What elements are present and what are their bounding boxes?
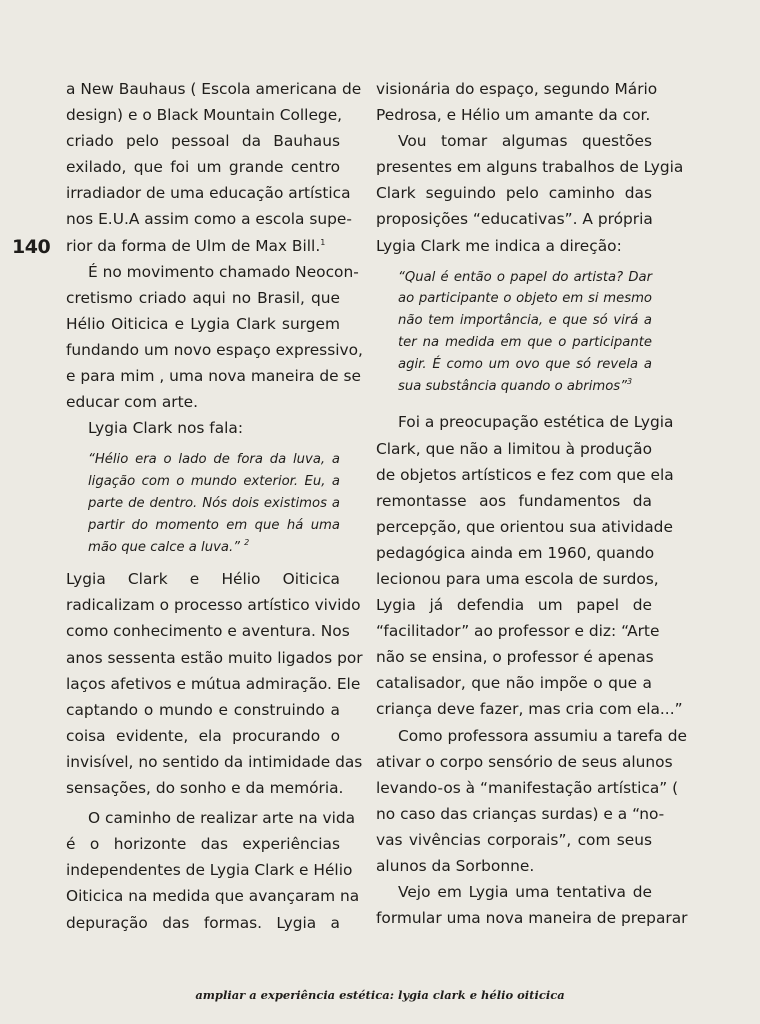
text-line: depuração das formas. Lygia a <box>66 913 340 932</box>
quote-line: partir do momento em que há uma <box>88 517 340 533</box>
footnote-ref: 1 <box>320 237 326 247</box>
text-line: independentes de Lygia Clark e Hélio <box>66 861 353 880</box>
text-line: sensações, do sonho e da memória. <box>66 779 344 798</box>
paragraph <box>376 723 687 880</box>
quote-line: agir. É como um ovo que só revela a <box>398 356 652 372</box>
paragraph <box>66 566 363 801</box>
footnote-ref: 3 <box>627 376 633 386</box>
text-line: percepção, que orientou sua atividade <box>376 517 673 536</box>
paragraph <box>66 76 362 259</box>
quote-line: não tem importância, e que só virá a <box>398 313 652 329</box>
text-line: a New Bauhaus ( Escola americana de <box>66 80 362 98</box>
text-line: rior da forma de Ulm de Max Bill.$^1$ <box>66 236 326 255</box>
text-line: Foi a preocupação estética de Lygia <box>398 413 674 432</box>
text-line: educar com arte. <box>66 393 199 412</box>
paragraph <box>66 805 360 935</box>
paragraph <box>376 128 684 258</box>
text-line: Pedrosa, e Hélio um amante da cor. <box>376 106 651 125</box>
text-line: no caso das crianças surdas) e a “no- <box>376 804 665 823</box>
text-line: Lygia Clark nos fala: <box>88 419 244 438</box>
text-line: Lygia Clark e Hélio Oiticica <box>66 570 340 589</box>
text-line: Hélio Oiticica e Lygia Clark surgem <box>66 314 340 333</box>
text-line: cretismo criado aqui no Brasil, que <box>66 288 340 307</box>
block-quote <box>376 267 652 398</box>
block-quote <box>66 449 340 558</box>
text-line: formular uma nova maneira de preparar <box>376 909 688 928</box>
text-line: captando o mundo e construindo a <box>66 700 340 719</box>
quote-line: ao participante o objeto em si mesmo <box>398 291 652 307</box>
right-column <box>376 76 688 931</box>
text-line: alunos da Sorbonne. <box>376 857 535 876</box>
text-line: visionária do espaço, segundo Mário <box>376 80 658 98</box>
text-line: É no movimento chamado Neocon- <box>88 262 359 281</box>
text-line: é o horizonte das experiências <box>66 835 340 854</box>
text-line: irradiador de uma educação artística <box>66 184 351 203</box>
quote-line: sua substância quando o abrimos”$^3$ <box>398 376 633 394</box>
text-line: Como professora assumiu a tarefa de <box>398 726 687 745</box>
paragraph <box>376 76 658 128</box>
quote-line: mão que calce a luva.” $^2$ <box>88 537 250 555</box>
text-line: nos E.U.A assim como a escola supe- <box>66 210 352 229</box>
text-line: O caminho de realizar arte na vida <box>88 809 356 828</box>
text-line: Lygia já defendia um papel de <box>376 596 652 615</box>
paragraph <box>376 409 683 722</box>
paragraph <box>66 259 363 416</box>
text-line: pedagógica ainda em 1960, quando <box>376 543 655 562</box>
paragraph <box>66 415 340 441</box>
left-column <box>66 76 363 936</box>
text-line: ativar o corpo sensório de seus alunos <box>376 752 673 771</box>
text-line: design) e o Black Mountain College, <box>66 106 343 125</box>
text-line: criança deve fazer, mas cria com ela...” <box>376 700 683 719</box>
text-line: e para mim , uma nova maneira de se <box>66 367 362 386</box>
text-line: radicalizam o processo artístico vivido <box>66 596 361 615</box>
text-line: fundando um novo espaço expressivo, <box>66 340 363 359</box>
text-line: de objetos artísticos e fez com que ela <box>376 465 674 484</box>
text-line: exilado, que foi um grande centro <box>66 158 340 177</box>
text-line: Clark, que não a limitou à produção <box>376 439 652 458</box>
text-line: como conhecimento e aventura. Nos <box>66 622 350 641</box>
text-line: criado pelo pessoal da Bauhaus <box>66 132 340 151</box>
quote-line: “Qual é então o papel do artista? Dar <box>398 269 652 285</box>
paragraph <box>376 879 688 931</box>
text-line: invisível, no sentido da intimidade das <box>66 752 363 771</box>
quote-line: ter na medida em que o participante <box>398 335 652 351</box>
text-line: anos sessenta estão muito ligados por <box>66 648 363 667</box>
text-line: Vejo em Lygia uma tentativa de <box>398 883 652 902</box>
text-line: levando-os à “manifestação artística” ( <box>376 778 679 797</box>
text-line: catalisador, que não impõe o que a <box>376 674 652 693</box>
quote-line: ligação com o mundo exterior. Eu, a <box>88 474 340 490</box>
text-line: vas vivências corporais”, com seus <box>376 830 652 849</box>
text-line: lecionou para uma escola de surdos, <box>376 570 659 588</box>
footnote-ref: 2 <box>244 537 250 547</box>
running-footer: ampliar a experiência estética: lygia clark e hélio oiticica <box>195 988 565 1002</box>
text-line: Clark seguindo pelo caminho das <box>376 184 652 203</box>
text-line: laços afetivos e mútua admiração. Ele <box>66 674 361 693</box>
text-line: proposições “educativas”. A própria <box>376 210 653 229</box>
text-line: remontasse aos fundamentos da <box>376 491 652 510</box>
text-line: “facilitador” ao professor e diz: “Arte <box>376 622 660 641</box>
text-line: Lygia Clark me indica a direção: <box>376 236 622 255</box>
quote-line: parte de dentro. Nós dois existimos a <box>88 495 340 511</box>
text-line: presentes em alguns trabalhos de Lygia <box>376 158 684 177</box>
page-number: 140 <box>12 236 51 258</box>
text-line: Oiticica na medida que avançaram na <box>66 887 360 906</box>
text-line: coisa evidente, ela procurando o <box>66 726 340 745</box>
quote-line: “Hélio era o lado de fora da luva, a <box>88 452 340 468</box>
text-line: Vou tomar algumas questões <box>398 132 652 151</box>
text-line: não se ensina, o professor é apenas <box>376 648 654 667</box>
